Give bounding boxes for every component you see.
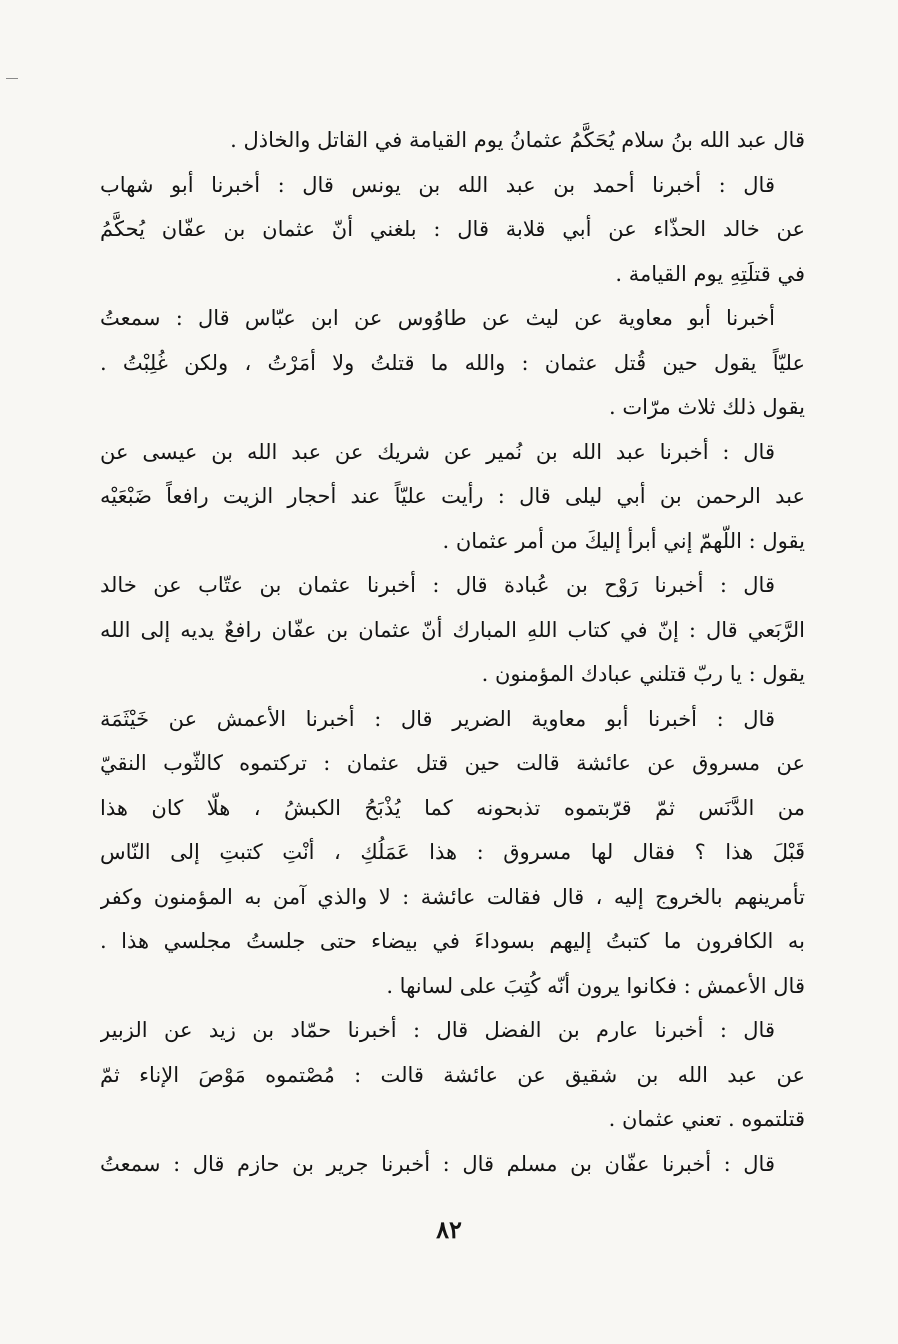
text-line: قال : أخبرنا عارم بن الفضل قال : أخبرنا حمّاد بن زيد عن الزبير [100,1018,775,1042]
text-line: قال الأعمش : فكانوا يرون أنّه كُتِبَ على لسانها . [386,973,805,998]
text-line: أخبرنا أبو معاوية عن ليث عن طاوُوس عن ابن عبّاس قال : سمعتُ [100,306,775,330]
text-line: في قتلَتِهِ يوم القيامة . [615,261,805,286]
text-line: تأمرينهم بالخروج إليه ، قال فقالت عائشة : لا والذي آمن به المؤمنون وكفر [100,884,805,909]
text-line: قال عبد الله بنُ سلام يُحَكَّمُ عثمانُ يوم القيامة في القاتل والخاذل . [230,128,805,152]
text-line: عبد الرحمن بن أبي ليلى قال : رأيت عليّاً عند أحجار الزيت رافعاً ضَبْعَيْه [100,484,805,508]
text-line: من الدَّنَس ثمّ قرّبتموه تذبحونه كما يُذْبَحُ الكبشُ ، هلّا كان هذا [100,795,805,820]
page-number: ٨٢ [436,1215,462,1244]
text-line: عن خالد الحذّاء عن أبي قلابة قال : بلغني أنّ عثمان بن عفّان يُحكَّمُ [100,217,805,241]
body-text [100,118,805,1186]
text-line: قتلتموه . تعني عثمان . [608,1107,805,1131]
text-line: قال : أخبرنا عفّان بن مسلم قال : أخبرنا جرير بن حازم قال : سمعتُ [100,1151,775,1176]
text-line: عن عبد الله بن شقيق عن عائشة قالت : مُصْتموه مَوْصَ الإناء ثمّ [100,1062,805,1087]
text-line: يقول ذلك ثلاث مرّات . [609,395,805,419]
text-line: عليّاً يقول حين قُتل عثمان : والله ما قتلتُ ولا أمَرْتُ ، ولكن غُلِبْتُ . [100,350,805,375]
text-line: قال : أخبرنا أحمد بن عبد الله بن يونس قال : أخبرنا أبو شهاب [100,172,775,197]
text-line: قال : أخبرنا عبد الله بن نُمير عن شريك عن عبد الله بن عيسى عن [100,439,775,464]
text-line: به الكافرون ما كتبتُ إليهم بسوداءَ في بيضاء حتى جلستُ مجلسي هذا . [100,929,805,953]
margin-mark [6,78,18,79]
text-line: قَبْلَ هذا ؟ فقال لها مسروق : هذا عَمَلُكِ ، أنْتِ كتبتِ إلى النّاس [100,840,805,864]
text-line: يقول : اللّهمّ إني أبرأ إليكَ من أمر عثمان . [442,528,805,553]
text-line: قال : أخبرنا أبو معاوية الضرير قال : أخبرنا الأعمش عن خَيْثَمَة [100,706,775,731]
text-line: يقول : يا ربّ قتلني عبادك المؤمنون . [481,662,805,686]
text-line: عن مسروق عن عائشة قالت حين قتل عثمان : تركتموه كالثّوب النقيّ [100,751,805,775]
text-line: قال : أخبرنا رَوْح بن عُبادة قال : أخبرنا عثمان بن عتّاب عن خالد [100,573,775,597]
text-line: الرَّبَعي قال : إنّ في كتاب اللهِ المبارك أنّ عثمان بن عفّان رافعٌ يديه إلى الله [100,617,805,642]
